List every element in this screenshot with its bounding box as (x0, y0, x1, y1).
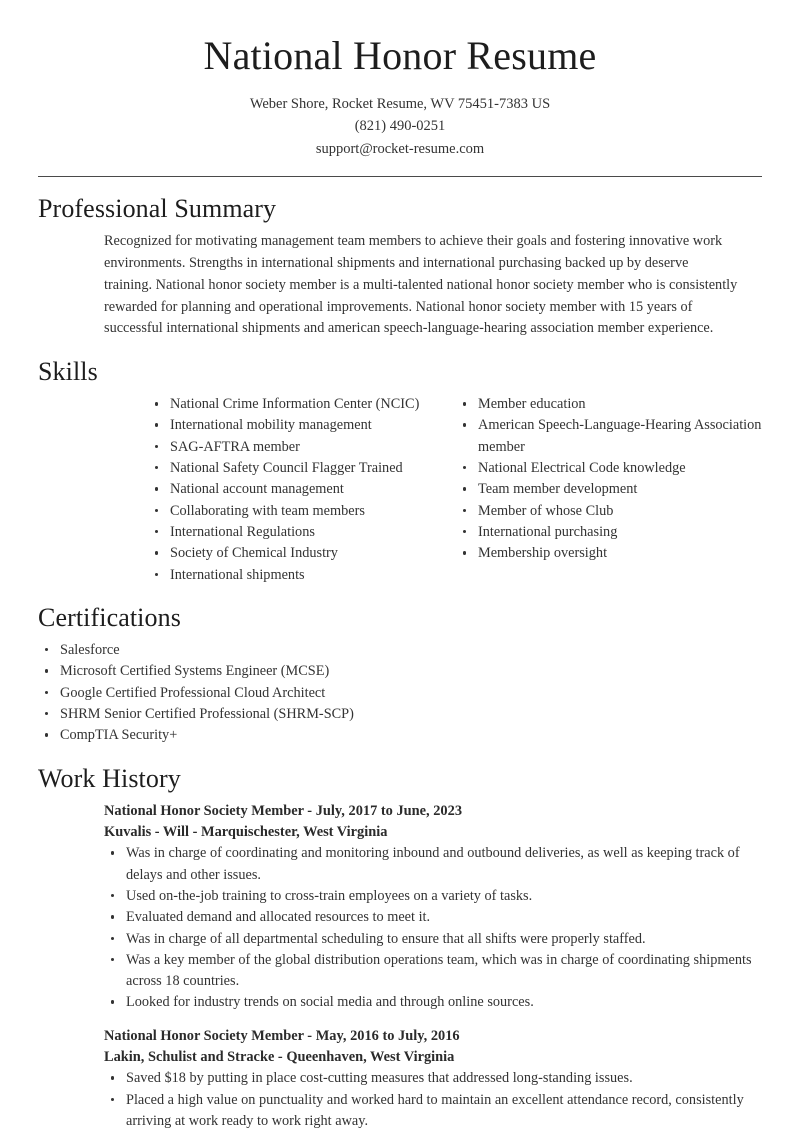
job-bullet-item: Used on-the-job training to cross-train employees on a variety of tasks. (104, 886, 762, 907)
skill-item: International shipments (148, 565, 456, 586)
job-bullet-item: Saved $18 by putting in place cost-cutting measures that addressed long-standing issues. (104, 1068, 762, 1089)
skills-columns (148, 394, 762, 586)
job-bullet-item: Was in charge of coordinating and monitoring inbound and outbound deliveries, as well as keeping track of delays and other issues. (104, 843, 762, 886)
certification-item: Microsoft Certified Systems Engineer (MCSE) (38, 661, 762, 682)
certification-item: CompTIA Security+ (38, 725, 762, 746)
work-history-entry (104, 1026, 762, 1132)
skill-item: National account management (148, 479, 456, 500)
skill-item: National Crime Information Center (NCIC) (148, 394, 456, 415)
job-company: Kuvalis - Will - Marquischester, West Virginia (104, 824, 388, 841)
section-title-work-history: Work History (38, 763, 181, 793)
certification-item: Google Certified Professional Cloud Architect (38, 683, 762, 704)
skill-item: American Speech-Language-Hearing Association member (456, 415, 766, 458)
job-bullet-list (104, 1068, 762, 1132)
section-skills (38, 356, 762, 586)
skill-item: National Safety Council Flagger Trained (148, 458, 456, 479)
skill-item: SAG-AFTRA member (148, 437, 456, 458)
skills-list-left (148, 394, 456, 586)
skill-item: Collaborating with team members (148, 501, 456, 522)
professional-summary-text: Recognized for motivating management team members to achieve their goals and fostering innovative work environments. Strengths in international shipments and international purchasing backed up by deserve training. National honor society member is a multi-talented national honor society member who is consistently rewarded for planning and operational improvements. National honor society member with 15 years of successful international shipments and american speech-language-hearing association member experience. (104, 233, 738, 337)
skill-item: International Regulations (148, 522, 456, 543)
candidate-name: National Honor Resume (203, 33, 597, 78)
skill-item: Society of Chemical Industry (148, 543, 456, 564)
job-title: National Honor Society Member - July, 2017 to June, 2023 (104, 802, 463, 819)
job-title: National Honor Society Member - May, 2016 to July, 2016 (104, 1027, 460, 1044)
work-history-list (38, 801, 762, 1132)
certifications-list (38, 640, 762, 746)
section-work-history (38, 763, 762, 1132)
job-bullet-list (104, 843, 762, 1013)
job-bullet-item: Looked for industry trends on social media and through online sources. (104, 992, 762, 1013)
skill-item: Member education (456, 394, 766, 415)
job-company: Lakin, Schulist and Stracke - Queenhaven, West Virginia (104, 1049, 455, 1066)
contact-address: Weber Shore, Rocket Resume, WV 75451-7383 US (249, 95, 551, 112)
certification-item: SHRM Senior Certified Professional (SHRM-SCP) (38, 704, 762, 725)
skills-list-right (456, 394, 766, 586)
section-certifications (38, 602, 762, 747)
header-divider (38, 176, 762, 177)
job-bullet-item: Was a key member of the global distribution operations team, which was in charge of coordinating shipments across 18 countries. (104, 950, 762, 993)
contact-email: support@rocket-resume.com (315, 140, 485, 157)
skill-item: Team member development (456, 479, 766, 500)
skill-item: National Electrical Code knowledge (456, 458, 766, 479)
job-bullet-item: Was in charge of all departmental scheduling to ensure that all shifts were properly staffed. (104, 929, 762, 950)
skill-item: Member of whose Club (456, 501, 766, 522)
job-bullet-item: Evaluated demand and allocated resources to meet it. (104, 907, 762, 928)
certification-item: Salesforce (38, 640, 762, 661)
section-title-certifications: Certifications (38, 602, 181, 632)
section-professional-summary (38, 193, 762, 340)
job-bullet-item: Placed a high value on punctuality and worked hard to maintain an excellent attendance record, consistently arriving at work ready to work right away. (104, 1090, 762, 1132)
work-history-entry (104, 801, 762, 1014)
skill-item: International mobility management (148, 415, 456, 436)
section-title-skills: Skills (38, 356, 98, 386)
skill-item: Membership oversight (456, 543, 766, 564)
skill-item: International purchasing (456, 522, 766, 543)
section-title-professional-summary: Professional Summary (38, 194, 277, 224)
resume-header (38, 0, 762, 160)
contact-phone: (821) 490-0251 (354, 118, 446, 135)
